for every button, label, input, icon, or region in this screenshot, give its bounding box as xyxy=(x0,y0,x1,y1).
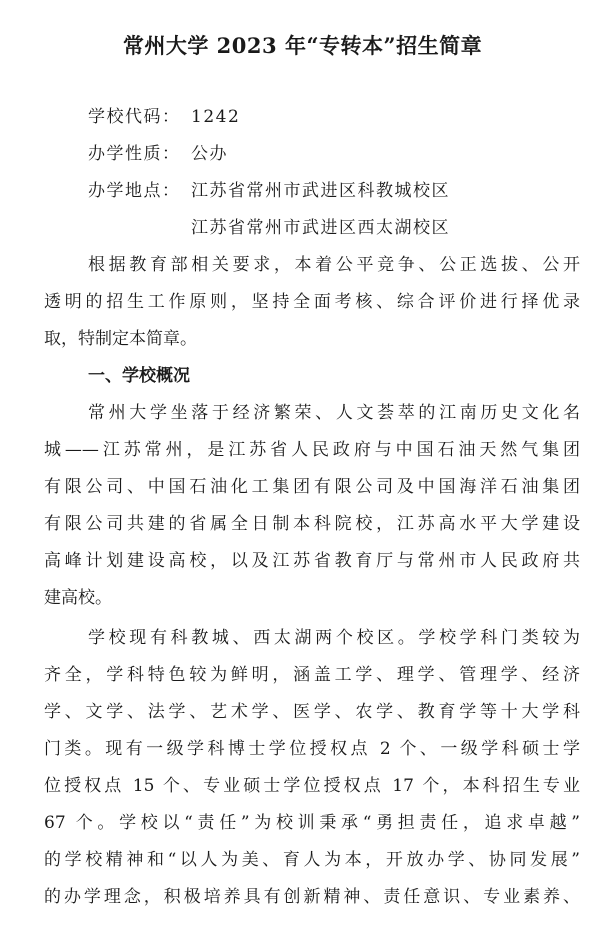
paragraph-line: 67 个。学校以“责任”为校训秉承“勇担责任，追求卓越” xyxy=(44,813,580,833)
school-location-value-1: 江苏省常州市武进区科教城校区 xyxy=(191,181,450,201)
school-code-row xyxy=(88,106,240,128)
paragraph-line: 学校现有科教城、西太湖两个校区。学校学科门类较为 xyxy=(88,628,580,648)
intro-line: 透明的招生工作原则，坚持全面考核、综合评价进行择优录 xyxy=(44,292,580,312)
school-code-label: 学校代码： xyxy=(88,107,181,127)
school-code-value: 1242 xyxy=(191,107,241,127)
paragraph-line: 常州大学坐落于经济繁荣、人文荟萃的江南历史文化名 xyxy=(88,403,580,423)
intro-line: 取，特制定本简章。 xyxy=(44,329,197,349)
school-location-value-2: 江苏省常州市武进区西太湖校区 xyxy=(191,218,450,238)
paragraph-line: 城——江苏常州，是江苏省人民政府与中国石油天然气集团 xyxy=(44,440,580,460)
paragraph-line: 的办学理念，积极培养具有创新精神、责任意识、专业素养、 xyxy=(44,887,580,907)
school-nature-label: 办学性质： xyxy=(88,144,181,164)
school-nature-value: 公办 xyxy=(191,144,228,164)
paragraph-line: 学、文学、法学、艺术学、医学、农学、教育学等十大学科 xyxy=(44,702,580,722)
paragraph-line: 齐全，学科特色较为鲜明，涵盖工学、理学、管理学、经济 xyxy=(44,665,580,685)
paragraph-line: 位授权点 15 个、专业硕士学位授权点 17 个，本科招生专业 xyxy=(44,776,580,796)
paragraph-line: 高峰计划建设高校，以及江苏省教育厅与常州市人民政府共 xyxy=(44,551,580,571)
paragraph-line: 建高校。 xyxy=(44,588,112,608)
paragraph-line: 的学校精神和“以人为美、育人为本，开放办学、协同发展” xyxy=(44,850,580,870)
intro-line: 根据教育部相关要求，本着公平竞争、公正选拔、公开 xyxy=(88,255,580,275)
page-title: 常州大学 2023 年“专转本”招生简章 xyxy=(122,33,483,58)
school-nature-row xyxy=(88,143,228,165)
school-location-label: 办学地点： xyxy=(88,181,181,201)
paragraph-line: 有限公司共建的省属全日制本科院校，江苏高水平大学建设 xyxy=(44,514,580,534)
paragraph-line: 有限公司、中国石油化工集团有限公司及中国海洋石油集团 xyxy=(44,477,580,497)
paragraph-line: 门类。现有一级学科博士学位授权点 2 个、一级学科硕士学 xyxy=(44,739,580,759)
school-location-row xyxy=(88,180,450,202)
section-heading: 一、学校概况 xyxy=(88,366,190,386)
